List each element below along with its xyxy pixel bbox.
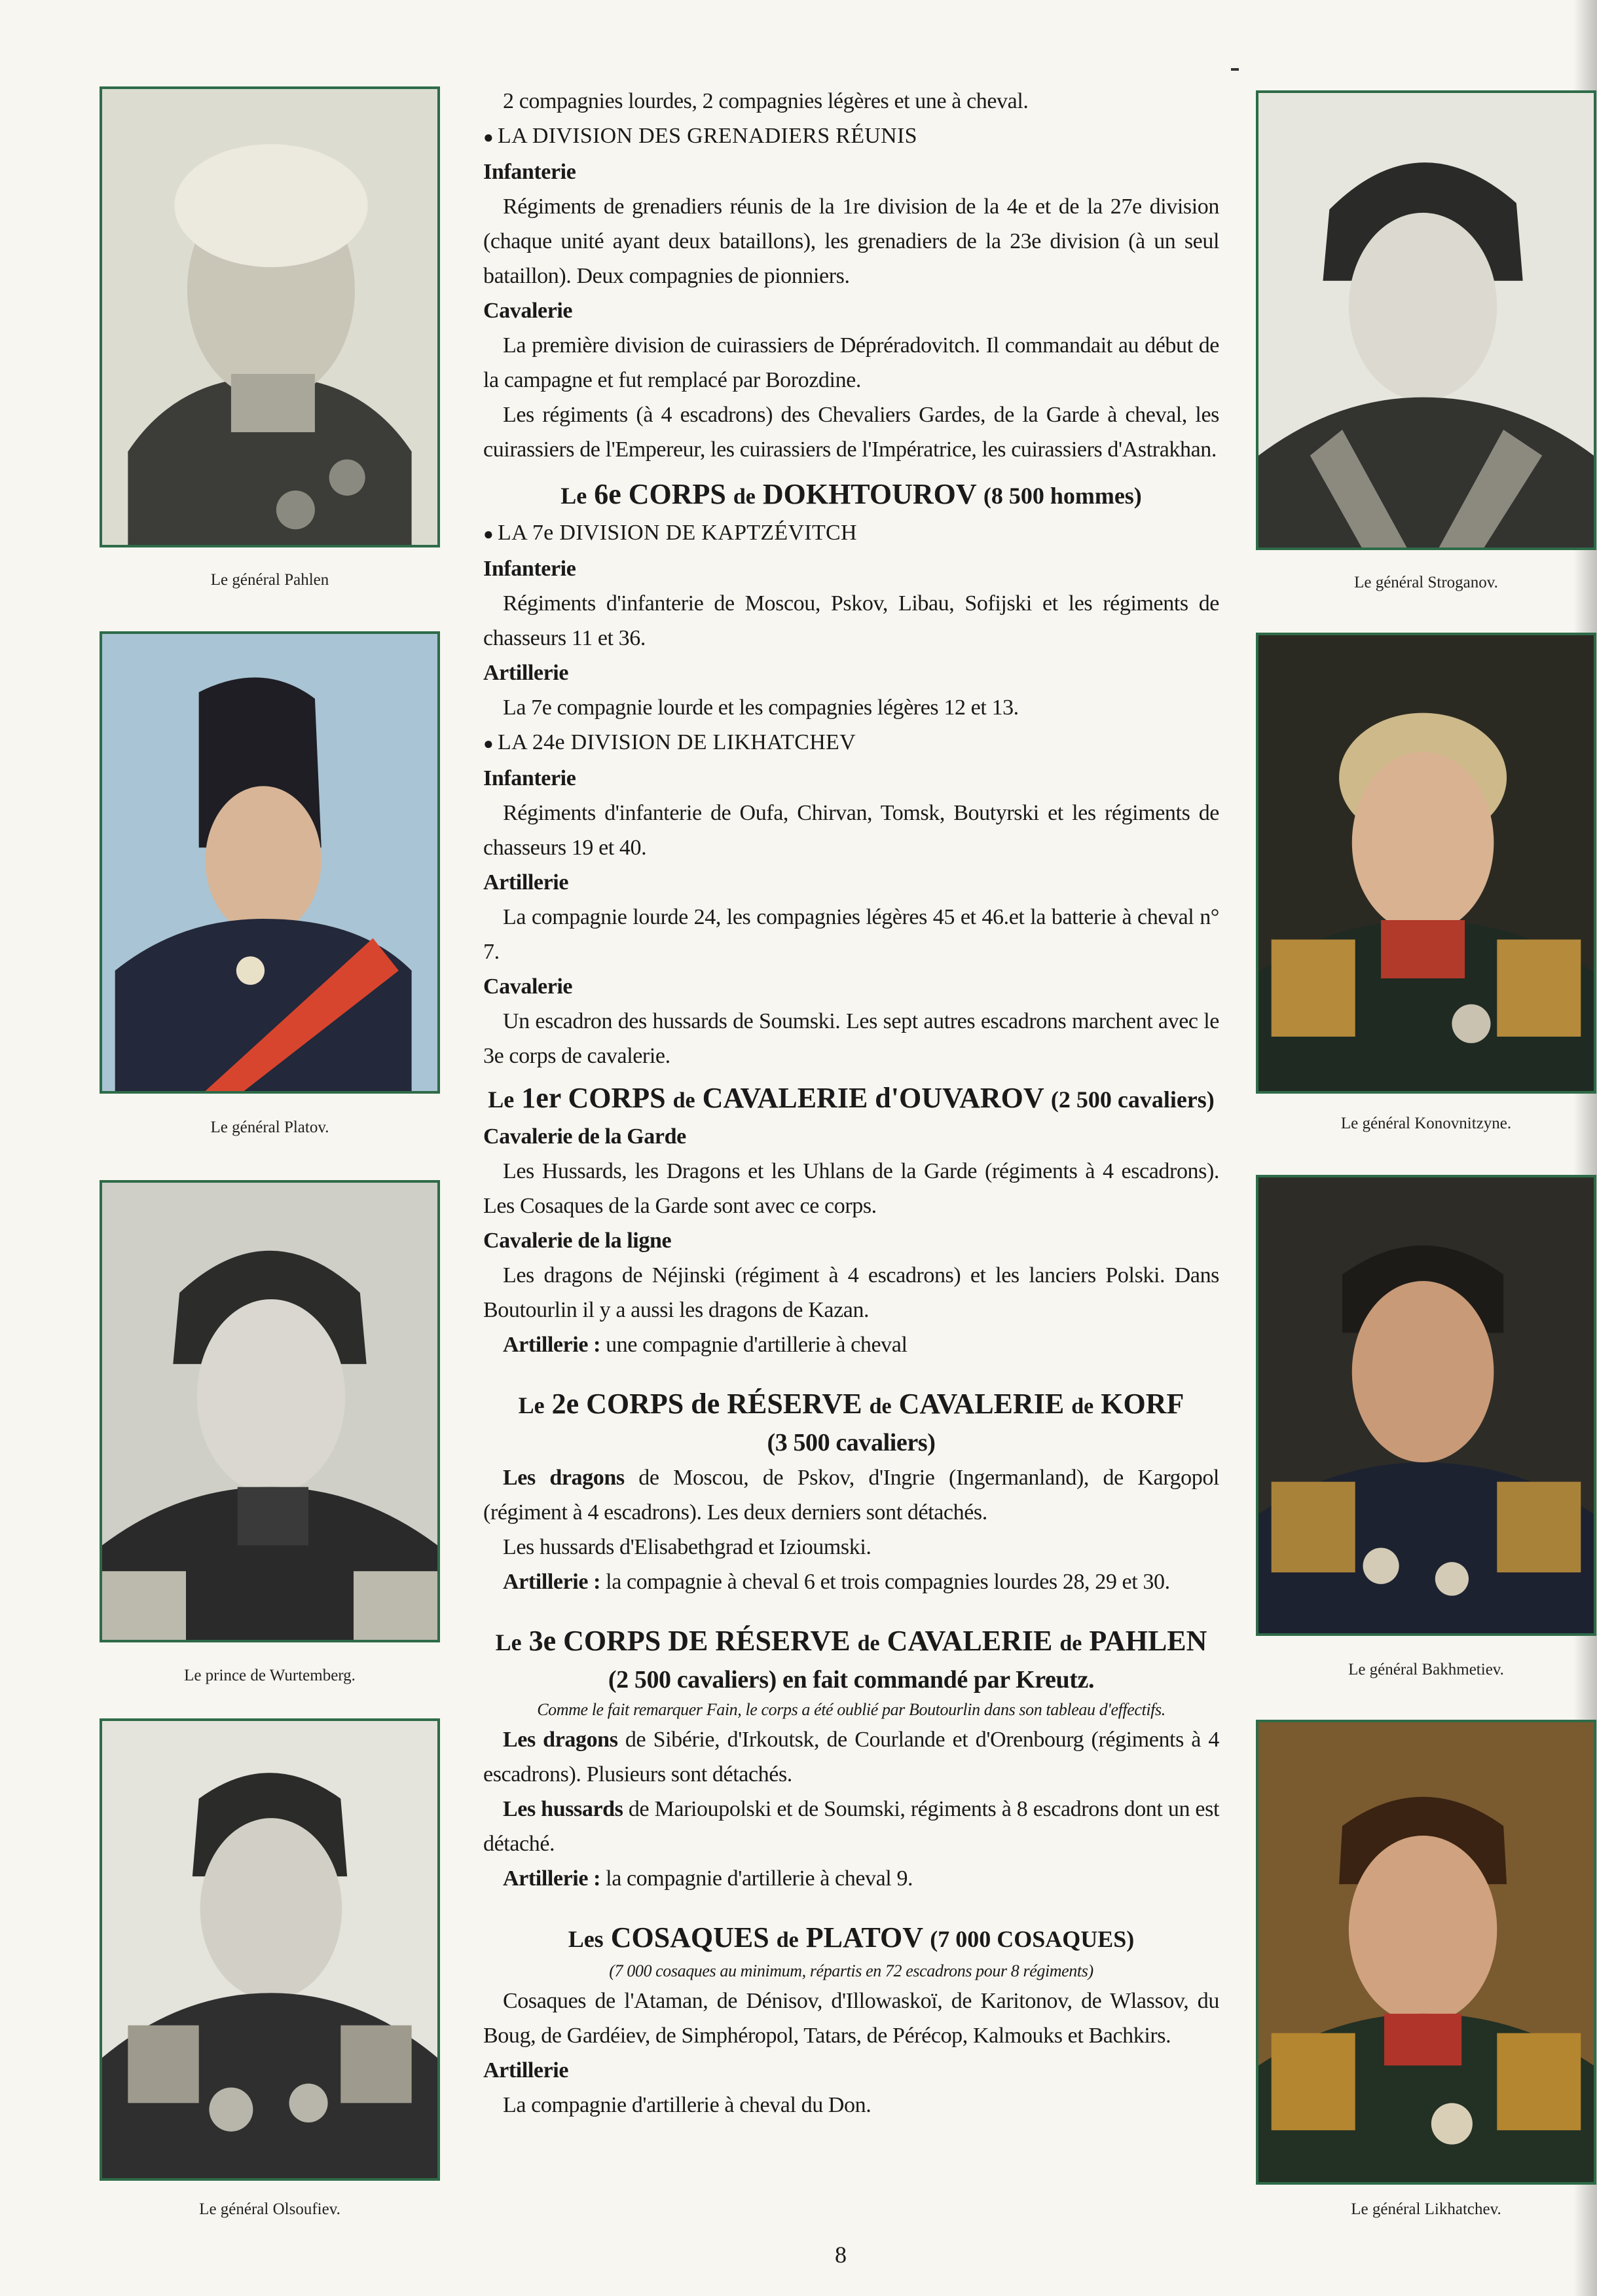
paragraph: La compagnie lourde 24, les compagnies légères 45 et 46.et la batterie à cheval n° 7. <box>483 905 1219 964</box>
label-artillerie: Artillerie : <box>503 1570 601 1594</box>
subheading-artillerie: Artillerie <box>483 2058 569 2083</box>
division-title: LA 24e DIVISION DE LIKHATCHEV <box>498 730 856 754</box>
heading-word: de <box>672 1088 695 1113</box>
heading-word: CORPS <box>628 478 726 510</box>
corps-heading-cosaques <box>483 1919 1219 1959</box>
paragraph-hussards <box>483 1792 1219 1861</box>
subheading-infanterie: Infanterie <box>483 160 576 184</box>
subheading-infanterie: Infanterie <box>483 766 576 790</box>
portrait-platov <box>100 631 440 1094</box>
corner-mark <box>1231 68 1239 71</box>
heading-word: COSAQUES <box>610 1921 769 1953</box>
caption-wurtemberg: Le prince de Wurtemberg. <box>184 1667 356 1684</box>
engraving-portrait-image <box>1258 93 1594 547</box>
portrait-likhatchev <box>1256 1720 1596 2185</box>
heading-name: CAVALERIE d'OUVAROV <box>702 1082 1044 1114</box>
heading-word: Le <box>518 1392 545 1418</box>
label-dragons: Les dragons <box>503 1728 618 1752</box>
bullet-icon: ● <box>483 128 494 147</box>
heading-word: CORPS de RÉSERVE <box>586 1388 862 1420</box>
heading-number: 1er <box>521 1082 561 1114</box>
text-dragons: de Sibérie, d'Irkoutsk, de Courlande et d'Orenbourg (régiments à 4 escadrons). Plusieurs sont détachés. <box>483 1728 1219 1787</box>
text-hussards: de Marioupolski et de Soumski, régiments à 8 escadrons dont un est détaché. <box>483 1797 1219 1856</box>
main-text-column <box>483 84 1219 2122</box>
heading-count: (3 500 cavaliers) <box>767 1429 936 1456</box>
heading-word: Le <box>560 483 587 509</box>
paragraph: Les Hussards, les Dragons et les Uhlans de la Garde (régiments à 4 escadrons). Les Cosaques de la Garde sont avec ce corps. <box>483 1159 1219 1218</box>
paragraph: Régiments de grenadiers réunis de la 1re division de la 4e et de la 27e division (chaque unité ayant deux bataillons), les grenadiers de la 23e division (à un seul bataillon). Deux compagnies de pionniers. <box>483 194 1219 288</box>
portrait-bakhmetiev <box>1256 1175 1596 1636</box>
heading-name: PAHLEN <box>1089 1625 1207 1657</box>
color-portrait-image <box>102 634 437 1091</box>
caption-konovnitzyne: Le général Konovnitzyne. <box>1340 1115 1512 1132</box>
division-title: LA 7e DIVISION DE KAPTZÉVITCH <box>498 521 857 545</box>
text-artillerie: une compagnie d'artillerie à cheval <box>606 1333 908 1357</box>
heading-word: de <box>869 1394 892 1418</box>
subheading-infanterie: Infanterie <box>483 557 576 581</box>
heading-word: CORPS DE RÉSERVE <box>563 1625 851 1657</box>
heading-word: de <box>733 485 756 509</box>
division-heading <box>483 119 1219 155</box>
color-portrait-image <box>1258 635 1594 1091</box>
division-heading <box>483 725 1219 761</box>
paragraph: Les dragons de Néjinski (régiment à 4 escadrons) et les lanciers Polski. Dans Boutourlin il y a aussi les dragons de Kazan. <box>483 1263 1219 1322</box>
portrait-stroganov <box>1256 90 1596 550</box>
subheading-artillerie: Artillerie <box>483 661 569 685</box>
heading-subtitle: (2 500 cavaliers) en fait commandé par Kreutz. <box>608 1666 1095 1694</box>
heading-word: de <box>857 1631 880 1656</box>
label-artillerie: Artillerie : <box>503 1333 601 1357</box>
text-artillerie: la compagnie à cheval 6 et trois compagnies lourdes 28, 29 et 30. <box>606 1570 1170 1594</box>
corps-heading-1 <box>483 1080 1219 1119</box>
heading-word: CAVALERIE <box>898 1388 1065 1420</box>
heading-word: de <box>1071 1394 1094 1418</box>
text-dragons: de Moscou, de Pskov, d'Ingrie (Ingermanland), de Kargopol (régiment à 4 escadrons). Les deux derniers sont détachés. <box>483 1466 1219 1525</box>
portrait-wurtemberg <box>100 1180 440 1642</box>
heading-number: 3e <box>528 1625 557 1657</box>
paragraph: 2 compagnies lourdes, 2 compagnies légères et une à cheval. <box>503 89 1029 113</box>
paragraph-artillerie <box>483 1565 1219 1599</box>
caption-likhatchev: Le général Likhatchev. <box>1351 2200 1501 2218</box>
italic-note: (7 000 cosaques au minimum, répartis en 72 escadrons pour 8 régiments) <box>609 1961 1093 1980</box>
paragraph: Régiments d'infanterie de Oufa, Chirvan, Tomsk, Boutyrski et les régiments de chasseurs 19 et 40. <box>483 801 1219 860</box>
caption-bakhmetiev: Le général Bakhmetiev. <box>1348 1661 1504 1678</box>
subheading-cavalerie-ligne: Cavalerie de la ligne <box>483 1229 672 1253</box>
paragraph: Les hussards d'Elisabethgrad et Izioumski. <box>503 1535 872 1559</box>
page-number: 8 <box>835 2242 847 2268</box>
caption-platov: Le général Platov. <box>210 1119 329 1136</box>
division-title: LA DIVISION DES GRENADIERS RÉUNIS <box>498 124 917 148</box>
caption-pahlen: Le général Pahlen <box>210 571 329 589</box>
color-portrait-image <box>1258 1177 1594 1633</box>
subheading-cavalerie: Cavalerie <box>483 299 573 323</box>
paragraph: La compagnie d'artillerie à cheval du Don. <box>503 2093 872 2117</box>
paragraph-artillerie <box>483 1327 1219 1362</box>
subheading-artillerie: Artillerie <box>483 870 569 895</box>
corps-heading-3 <box>483 1623 1219 1662</box>
heading-word: de <box>1059 1631 1082 1656</box>
label-dragons: Les dragons <box>503 1466 625 1490</box>
paragraph-artillerie <box>483 1861 1219 1896</box>
color-portrait-image <box>1258 1722 1594 2182</box>
heading-count: (8 500 hommes) <box>983 483 1142 509</box>
subheading-cavalerie: Cavalerie <box>483 974 573 999</box>
heading-name: KORF <box>1101 1388 1184 1420</box>
heading-number: 6e <box>594 478 621 510</box>
paragraph: Un escadron des hussards de Soumski. Les sept autres escadrons marchent avec le 3e corps de cavalerie. <box>483 1009 1219 1068</box>
heading-count: (7 000 COSAQUES) <box>930 1926 1135 1952</box>
engraving-portrait-image <box>102 89 437 545</box>
portrait-pahlen <box>100 86 440 547</box>
heading-word: CAVALERIE <box>887 1625 1053 1657</box>
paragraph: La première division de cuirassiers de Dépréradovitch. Il commandait au début de la campagne et fut remplacé par Borozdine. <box>483 333 1219 392</box>
corps-heading-6 <box>483 476 1219 515</box>
engraving-portrait-image <box>102 1721 437 2178</box>
caption-olsoufiev: Le général Olsoufiev. <box>199 2200 340 2218</box>
paragraph: Cosaques de l'Ataman, de Dénisov, d'Illowaskoï, de Karitonov, de Wlassov, du Boug, de Gardéiev, de Simphéropol, Tatars, de Pérécop, Kalmouks et Bachkirs. <box>483 1989 1219 2048</box>
heading-word: Le <box>495 1629 522 1656</box>
heading-word: CORPS <box>568 1082 666 1114</box>
text-artillerie: la compagnie d'artillerie à cheval 9. <box>606 1866 913 1891</box>
bullet-icon: ● <box>483 525 494 544</box>
heading-count: (2 500 cavaliers) <box>1050 1086 1215 1113</box>
label-artillerie: Artillerie : <box>503 1866 601 1891</box>
portrait-olsoufiev <box>100 1718 440 2181</box>
heading-word: Les <box>568 1926 604 1952</box>
caption-stroganov: Le général Stroganov. <box>1354 574 1498 591</box>
bullet-icon: ● <box>483 734 494 753</box>
corps-heading-2 <box>483 1386 1219 1425</box>
heading-number: 2e <box>551 1388 579 1420</box>
paragraph: Les régiments (à 4 escadrons) des Chevaliers Gardes, de la Garde à cheval, les cuirassiers de l'Empereur, les cuirassiers de l'Impératrice, les cuirassiers d'Astrakhan. <box>483 403 1219 462</box>
label-hussards: Les hussards <box>503 1797 623 1821</box>
heading-word: de <box>776 1928 799 1952</box>
heading-name: DOKHTOUROV <box>762 478 976 510</box>
engraving-portrait-image <box>102 1183 437 1640</box>
paragraph-dragons <box>483 1722 1219 1792</box>
portrait-konovnitzyne <box>1256 633 1596 1094</box>
paragraph: Régiments d'infanterie de Moscou, Pskov, Libau, Sofijski et les régiments de chasseurs 11 et 36. <box>483 591 1219 650</box>
subheading-cavalerie-garde: Cavalerie de la Garde <box>483 1124 686 1149</box>
division-heading <box>483 515 1219 551</box>
paragraph: La 7e compagnie lourde et les compagnies légères 12 et 13. <box>503 695 1019 720</box>
heading-word: Le <box>488 1086 515 1113</box>
italic-note: Comme le fait remarquer Fain, le corps a été oublié par Boutourlin dans son tableau d'effectifs. <box>537 1700 1166 1719</box>
heading-name: PLATOV <box>805 1921 923 1953</box>
paragraph-dragons <box>483 1460 1219 1530</box>
